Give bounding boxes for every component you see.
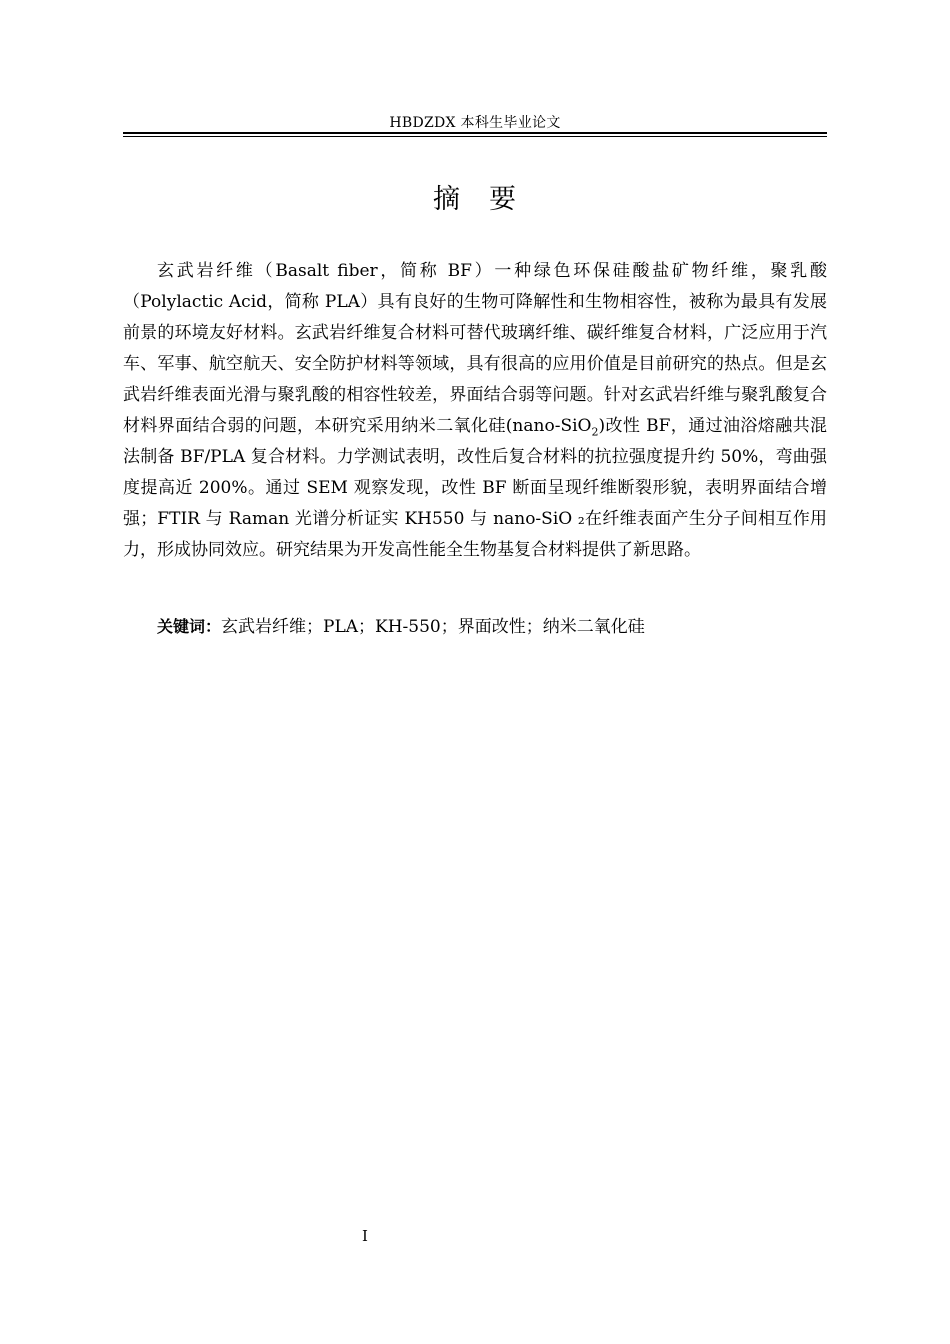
running-header: HBDZDX 本科生毕业论文: [389, 115, 561, 131]
page-title: [123, 180, 827, 220]
keywords-line: [123, 611, 827, 643]
page-number: I: [362, 1227, 368, 1245]
abstract-paragraph: [123, 256, 827, 566]
abstract-subscript: 2: [591, 425, 599, 439]
keywords-value: 玄武岩纤维；PLA；KH-550；界面改性；纳米二氧化硅: [221, 617, 645, 637]
abstract-text-part-2: )改性 BF，通过油浴熔融共混法制备 BF/PLA 复合材料。力学测试表明，改性后复合材料的抗拉强度提升约 50%，弯曲强度提高近 200%。通过 SEM 观察发现，改性 BF 断面呈现纤维断裂形貌，表明界面结合增强；FTIR 与 Raman 光谱分析证实 KH550 与 nano-SiO ₂在纤维表面产生分子间相互作用力，形成协同效应。研究结果为开发高性能全生物基复合材料提供了新思路。: [123, 416, 827, 560]
header-rule-thick: [123, 132, 827, 134]
abstract-text-part-1: 玄武岩纤维（Basalt fiber，简称 BF）一种绿色环保硅酸盐矿物纤维，聚乳酸（Polylactic Acid，简称 PLA）具有良好的生物可降解性和生物相容性，被称为最具有发展前景的环境友好材料。玄武岩纤维复合材料可替代玻璃纤维、碳纤维复合材料，广泛应用于汽车、军事、航空航天、安全防护材料等领域，具有很高的应用价值是目前研究的热点。但是玄武岩纤维表面光滑与聚乳酸的相容性较差，界面结合弱等问题。针对玄武岩纤维与聚乳酸复合材料界面结合弱的问题，本研究采用纳米二氧化硅(nano-SiO: [123, 261, 827, 436]
title-part-2: 要: [489, 184, 517, 215]
title-part-1: 摘: [433, 184, 461, 215]
header-rule-thin: [123, 136, 827, 137]
keywords-label: 关键词：: [157, 617, 222, 636]
